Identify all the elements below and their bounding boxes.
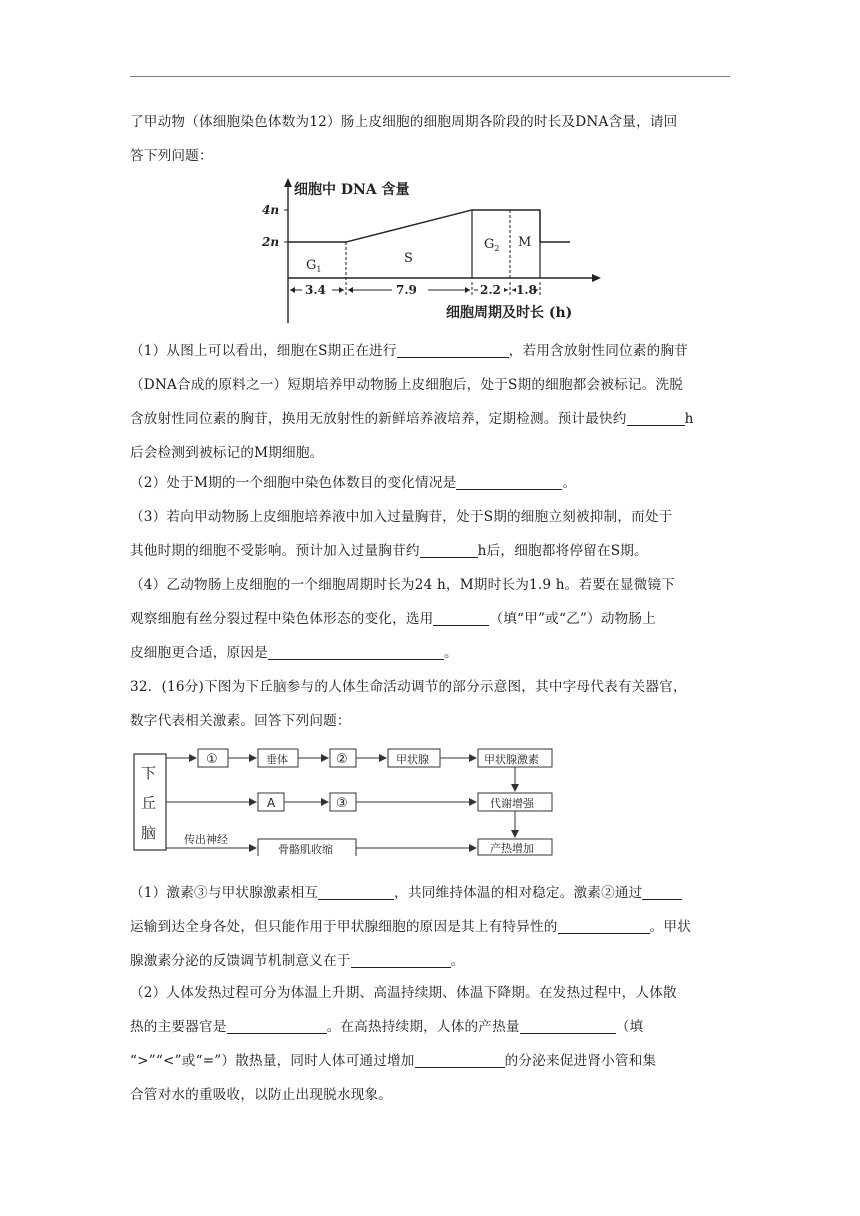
answer-blank[interactable] (227, 1019, 327, 1034)
hypothalamus-char: 下 (141, 764, 157, 782)
answer-blank[interactable] (351, 953, 451, 968)
duration-g1: 3.4 (305, 283, 326, 297)
question-32-1: （1）激素③与甲状腺激素相互 ，共同维持体温的相对稳定。激素②通过 运输到达全身各处，但只能作用于甲状腺细胞的原因是其上有特异性的 。甲状 腺激素分泌的反馈调节机制意义在于 。 (130, 885, 691, 969)
intro-line: 了甲动物（体细胞染色体数为12）肠上皮细胞的细胞周期各阶段的时长及DNA含量，请回 (130, 114, 678, 130)
chart-title: 细胞中 DNA 含量 (294, 182, 410, 198)
answer-blank[interactable] (318, 885, 394, 900)
efferent-nerve-label: 传出神经 (184, 833, 228, 846)
y-axis-arrow (284, 178, 292, 187)
phase-label-g2: $G_2$ (484, 237, 500, 253)
thyroid-label: 甲状腺 (396, 753, 429, 766)
question-32-stem: 32．(16分)下图为下丘脑参与的人体生命活动调节的部分示意图，其中字母代表有关器官， 数字代表相关激素。回答下列问题： (130, 679, 687, 729)
node-3-label: ③ (336, 796, 348, 811)
node-1-label: ① (206, 752, 218, 767)
duration-s: 7.9 (396, 283, 417, 297)
answer-blank[interactable] (456, 475, 562, 490)
metabolism-label: 代谢增强 (490, 797, 534, 810)
node-a-label: A (267, 796, 276, 810)
answer-blank[interactable] (268, 645, 444, 660)
y-tick-2n: 2n (262, 235, 280, 249)
thyroid-hormone-label: 甲状腺激素 (484, 753, 539, 766)
answer-blank[interactable] (627, 411, 685, 426)
answer-blank[interactable] (558, 919, 650, 934)
question-3: （3）若向甲动物肠上皮细胞培养液中加入过量胸苷，处于S期的细胞立刻被抑制，而处于 其他时期的细胞不受影响。预计加入过量胸苷约 h后，细胞都将停留在S期。 (130, 509, 673, 559)
hypothalamus-regulation-diagram (130, 738, 560, 856)
question-1: （1）从图上可以看出，细胞在S期正在进行 ，若用含放射性同位素的胸苷 （DNA合成的原料之一）短期培养甲动物肠上皮细胞后，处于S期的细胞都会被标记。洗脱 含放射性同位素的胸苷，换用无放射性的新鲜培养液培养，定期检测。预计最快约 h 后会检测到被标记的M期细胞。 (130, 343, 694, 461)
pituitary-label: 垂体 (266, 753, 288, 766)
y-tick-4n: 4n (262, 203, 280, 217)
answer-blank[interactable] (520, 1019, 616, 1034)
hypothalamus-char: 丘 (141, 794, 157, 812)
intro-line: 答下列问题： (130, 148, 213, 164)
dna-content-chart (260, 178, 605, 324)
answer-blank[interactable] (433, 611, 489, 626)
answer-blank[interactable] (642, 885, 682, 900)
x-axis-label: 细胞周期及时长 (h) (446, 305, 573, 321)
intro-paragraph (130, 105, 735, 173)
duration-m: 1.8 (516, 283, 537, 297)
question-2: （2）处于M期的一个细胞中染色体数目的变化情况是 。 (130, 475, 577, 491)
question-32-2: （2）人体发热过程可分为体温上升期、高温持续期、体温下降期。在发热过程中，人体散 热的主要器官是 。在高热持续期，人体的产热量 （填 “>”“<”或“=”）散热量，同时人体可通过增加 的分泌来促进肾小管和集 合管对水的重吸收，以防止出现脱水现象。 (130, 985, 677, 1103)
phase-label-m: M (518, 235, 532, 250)
duration-g2: 2.2 (480, 283, 501, 297)
muscle-label: 骨骼肌收缩 (278, 843, 333, 856)
hypothalamus-char: 脑 (141, 824, 157, 842)
answer-blank[interactable] (415, 1053, 505, 1068)
answer-blank[interactable] (397, 343, 509, 358)
phase-label-g1: $G_1$ (306, 258, 322, 274)
phase-label-s: S (404, 251, 413, 266)
header-rule (130, 76, 730, 77)
x-axis-arrow (592, 274, 601, 282)
question-4: （4）乙动物肠上皮细胞的一个细胞周期时长为24 h，M期时长为1.9 h。若要在显微镜下 观察细胞有丝分裂过程中染色体形态的变化，选用 （填“甲”或“乙”）动物肠上 皮细胞更合适，原因是 。 (130, 577, 676, 661)
answer-blank[interactable] (420, 543, 478, 558)
heat-label: 产热增加 (490, 842, 534, 855)
node-2-label: ② (336, 752, 348, 767)
